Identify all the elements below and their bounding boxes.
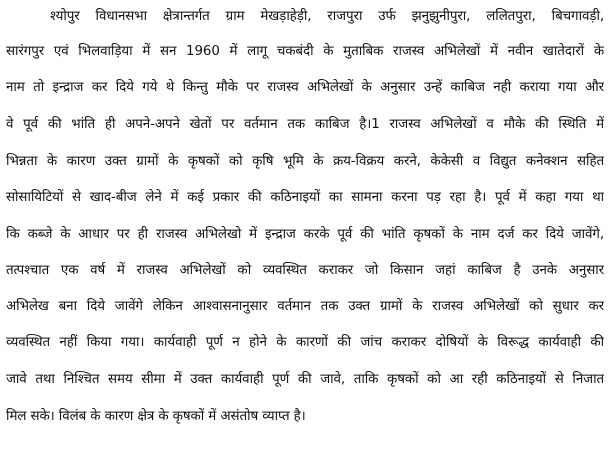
- paragraph-line-7: कि कब्जे के आधार पर ही राजस्व अभिलेखो में इन्द्राज करके पूर्व की भांति कृषकों के नाम दर्ज कर दिये जावेंगे,: [6, 227, 604, 242]
- paragraph-line-3: नाम तो इन्द्राज कर दिये गये थे किन्तु मौके पर राजस्व अभिलेखों के अनुसार उन्हें काबिज नही कराया गया और: [6, 80, 604, 95]
- paragraph-line-5: भिन्नता के कारण उक्त ग्रामों के कृषकों को कृषि भूमि के क्रय-विक्रय करने, केकेसी व विद्युत कनेक्शन सहित: [6, 154, 604, 169]
- paragraph-line-4: वे पूर्व की भांति ही अपने-अपने खेतों पर वर्तमान तक काबिज है।1 राजस्व अभिलेखों व मौके की स्थिति में: [6, 117, 604, 132]
- paragraph-line-1: श्योपुर विधानसभा क्षेत्रान्तर्गत ग्राम मेखड़ाहेड़ी, राजपुरा उर्फ झनुझुनीपुरा, ललितपुरा, बिचगावड़ी,: [50, 9, 604, 24]
- paragraph-line-10: व्यवस्थित नहीं किया गया। कार्यवाही पूर्ण न होने के कारणों की जांच कराकर दोषियों के विरूद्ध कार्यवाही की: [6, 335, 604, 350]
- paragraph-line-9: अभिलेख बना दिये जावेंगे लेकिन आश्वासनानुसार वर्तमान तक उक्त ग्रामों के राजस्व अभिलेखों को सुधार कर: [6, 299, 604, 314]
- paragraph-line-8: तत्पश्चात एक वर्ष में राजस्व अभिलेखों को व्यवस्थित कराकर जो किसान जहां काबिज है उनके अनुसार: [6, 263, 604, 278]
- paragraph-line-6: सोसायिटियों से खाद-बीज लेने में कई प्रकार की कठिनाइयों का सामना करना पड़ रहा है। पूर्व में कहा गया था: [6, 190, 604, 205]
- paragraph-line-2: सारंगपुर एवं भिलवाड़िया में सन 1960 में लागू चकबंदी के मुताबिक राजस्व अभिलेखों में नवीन खातेदारों के: [6, 44, 604, 59]
- paragraph-line-12: मिल सके। विलंब के कारण क्षेत्र के कृषकों में असंतोष व्याप्त है।: [6, 409, 306, 424]
- paragraph-line-11: जावे तथा निश्चित समय सीमा में उक्त कार्यवाही पूर्ण की जावे, ताकि कृषकों को आ रही कठिनाइयों से निजात: [6, 372, 604, 387]
